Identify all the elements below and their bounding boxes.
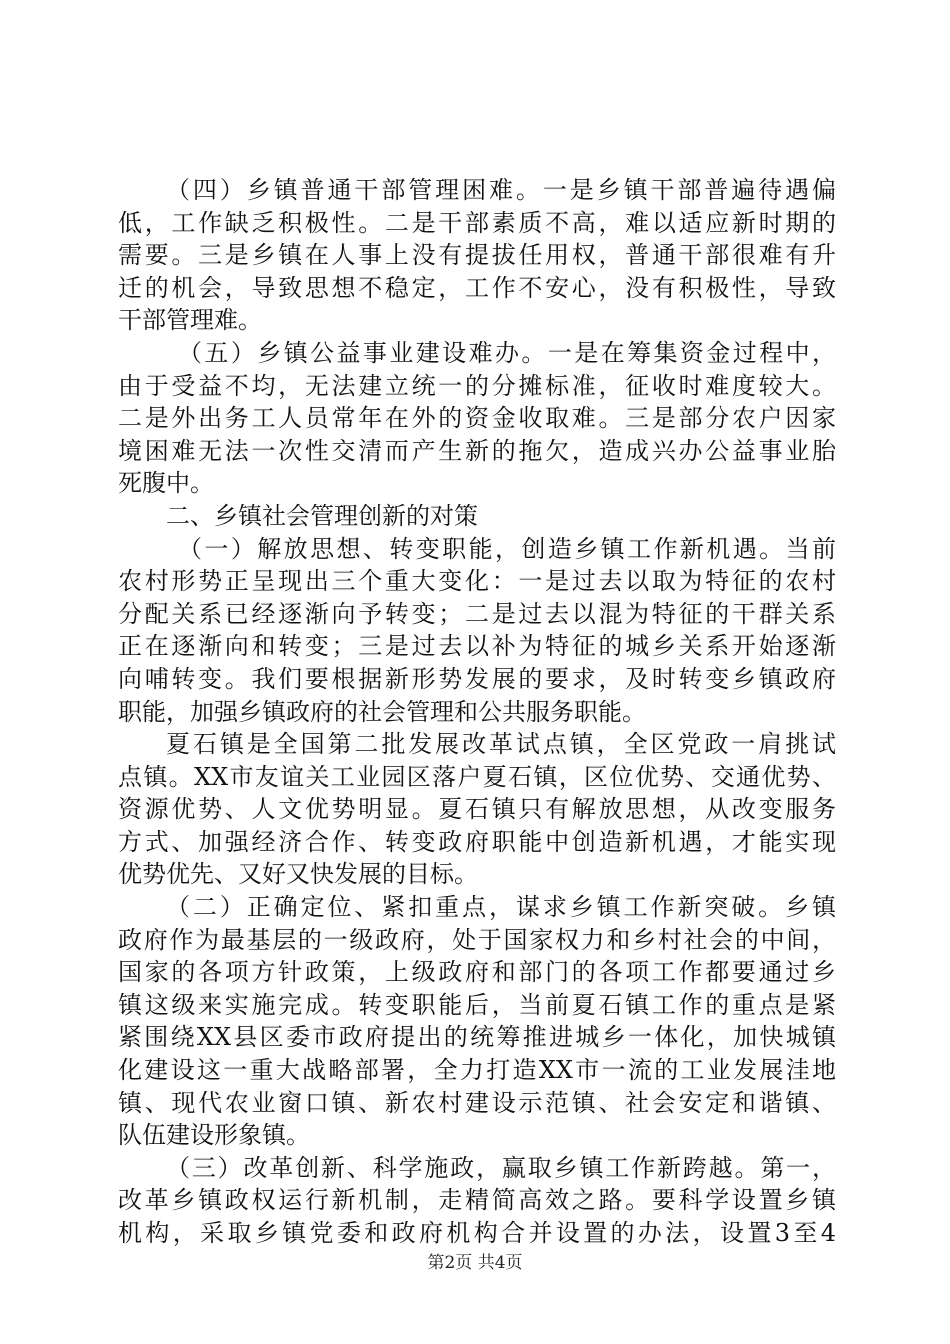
text-line: 农村形势正呈现出三个重大变化：一是过去以取为特征的农村	[118, 567, 836, 596]
text-line: 夏石镇是全国第二批发展改革试点镇，全区党政一肩挑试	[166, 730, 836, 759]
text-line: 化建设这一重大战略部署，全力打造XX市一流的工业发展洼地	[118, 1056, 836, 1085]
text-line: （四）乡镇普通干部管理困难。一是乡镇干部普遍待遇偏	[166, 176, 836, 204]
text-line: 低，工作缺乏积极性。二是干部素质不高，难以适应新时期的	[118, 208, 836, 237]
text-line: 改革乡镇政权运行新机制，走精简高效之路。要科学设置乡镇	[118, 1186, 836, 1215]
text-line: 政府作为最基层的一级政府，处于国家权力和乡村社会的中间，	[118, 925, 836, 954]
text-line: （三）改革创新、科学施政，赢取乡镇工作新跨越。第一，	[166, 1153, 836, 1182]
text-line: 国家的各项方针政策，上级政府和部门的各项工作都要通过乡	[118, 958, 836, 987]
text-line: （一）解放思想、转变职能，创造乡镇工作新机遇。当前	[178, 534, 836, 563]
text-line: 正在逐渐向和转变；三是过去以补为特征的城乡关系开始逐渐	[118, 632, 836, 661]
text-line: 紧围绕XX县区委市政府提出的统筹推进城乡一体化，加快城镇	[118, 1023, 836, 1052]
text-line: 死腹中。	[118, 469, 214, 498]
text-line: 境困难无法一次性交清而产生新的拖欠，造成兴办公益事业胎	[118, 436, 836, 465]
text-line: 镇这级来实施完成。转变职能后，当前夏石镇工作的重点是紧	[118, 990, 836, 1019]
text-line: 镇、现代农业窗口镇、新农村建设示范镇、社会安定和谐镇、	[118, 1088, 836, 1117]
document-body	[118, 174, 836, 1250]
text-line: 方式、加强经济合作、转变政府职能中创造新机遇，才能实现	[118, 827, 836, 856]
text-line: （二）正确定位、紧扣重点，谋求乡镇工作新突破。乡镇	[166, 893, 836, 922]
text-line: 需要。三是乡镇在人事上没有提拔任用权，普通干部很难有升	[118, 241, 836, 270]
text-line: 优势优先、又好又快发展的目标。	[118, 860, 478, 889]
text-line: 点镇。XX市友谊关工业园区落户夏石镇，区位优势、交通优势、	[118, 762, 836, 791]
section-heading: 二、乡镇社会管理创新的对策	[166, 501, 478, 530]
text-line: 二是外出务工人员常年在外的资金收取难。三是部分农户因家	[118, 404, 836, 433]
text-line: 向哺转变。我们要根据新形势发展的要求，及时转变乡镇政府	[118, 664, 836, 693]
text-line: 分配关系已经逐渐向予转变；二是过去以混为特征的干群关系	[118, 599, 836, 628]
text-line: 职能，加强乡镇政府的社会管理和公共服务职能。	[118, 697, 646, 726]
text-line: 资源优势、人文优势明显。夏石镇只有解放思想，从改变服务	[118, 795, 836, 824]
text-line: 机构，采取乡镇党委和政府机构合并设置的办法，设置3至4	[118, 1219, 836, 1247]
text-line: 干部管理难。	[118, 306, 262, 335]
text-line: 队伍建设形象镇。	[118, 1121, 310, 1150]
text-line: 迁的机会，导致思想不稳定，工作不安心，没有积极性，导致	[118, 273, 836, 302]
page-number-footer: 第2页 共4页	[427, 1253, 523, 1273]
text-line: （五）乡镇公益事业建设难办。一是在筹集资金过程中，	[178, 338, 836, 367]
text-line: 由于受益不均，无法建立统一的分摊标准，征收时难度较大。	[118, 371, 836, 400]
